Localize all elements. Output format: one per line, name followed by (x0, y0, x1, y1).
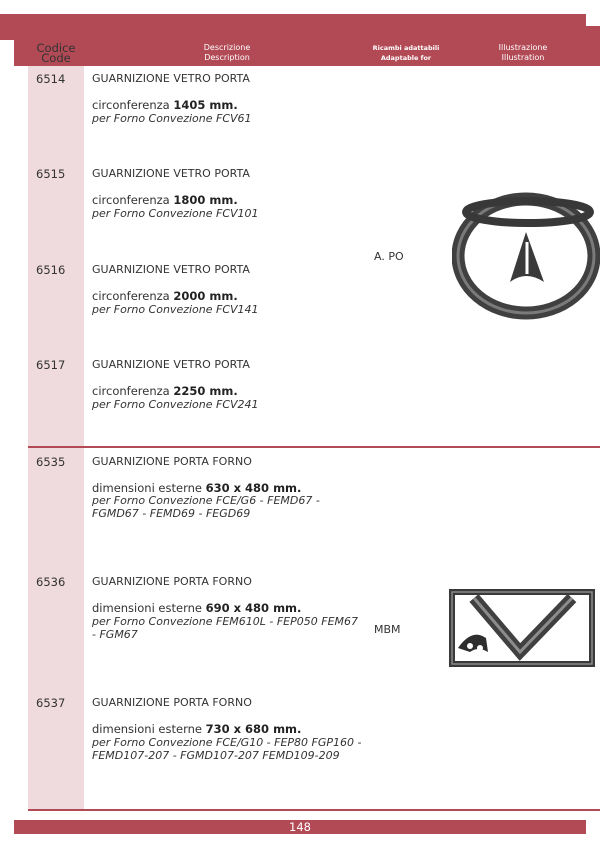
header-illustration-label: Illustrazione (498, 43, 548, 52)
item-models: per Forno Convezione FCE/G10 - FEP80 FGP160 - FEMD107-207 - FGMD107-207 FEMD109-209 (92, 736, 362, 762)
item-code: 6516 (36, 263, 66, 277)
rectangular-door-gasket-image (448, 588, 596, 668)
header-description-label: Descrizione (203, 43, 251, 52)
item-code: 6535 (36, 455, 66, 469)
header-code (28, 43, 84, 63)
adaptable-brand: MBM (374, 623, 401, 636)
item-models: per Forno Convezione FCE/G6 - FEMD67 - FGMD67 - FEMD69 - FEGD69 (92, 494, 320, 520)
item-size: circonferenza 2250 mm. (92, 384, 238, 398)
top-banner (0, 14, 586, 40)
header-code-label-en: Code (41, 51, 71, 65)
item-title: GUARNIZIONE VETRO PORTA (92, 358, 250, 371)
item-models: per Forno Convezione FCV241 (92, 398, 259, 411)
adaptable-brand: A. PO (374, 250, 404, 263)
header-description-label-en: Description (204, 53, 250, 62)
round-door-gasket-image (452, 190, 600, 320)
group-divider (28, 446, 600, 448)
page-number: 148 (289, 820, 311, 834)
item-code: 6514 (36, 72, 66, 86)
item-size: circonferenza 2000 mm. (92, 289, 238, 303)
item-code: 6536 (36, 575, 66, 589)
header-description (148, 43, 306, 63)
item-size: dimensioni esterne 730 x 680 mm. (92, 722, 302, 736)
gasket-fold (474, 598, 572, 652)
footer-bar (14, 820, 586, 834)
top-banner-step (574, 26, 600, 40)
header-adaptable-label: Ricambi adattabili (372, 44, 440, 52)
item-title: GUARNIZIONE PORTA FORNO (92, 455, 252, 468)
header-illustration (476, 43, 570, 63)
item-models: per Forno Convezione FCV61 (92, 112, 252, 125)
item-models: per Forno Convezione FCV101 (92, 207, 259, 220)
item-title: GUARNIZIONE VETRO PORTA (92, 263, 250, 276)
table-header (14, 40, 600, 66)
item-models: per Forno Convezione FCV141 (92, 303, 259, 316)
gasket-profile-section (458, 635, 488, 652)
header-adaptable-label-en: Adaptable for (380, 54, 432, 62)
item-title: GUARNIZIONE VETRO PORTA (92, 167, 250, 180)
item-size: circonferenza 1800 mm. (92, 193, 238, 207)
bottom-divider (28, 809, 600, 811)
item-models: per Forno Convezione FEM610L - FEP050 FEM67 - FGM67 (92, 615, 359, 641)
item-title: GUARNIZIONE PORTA FORNO (92, 575, 252, 588)
item-code: 6517 (36, 358, 66, 372)
item-code: 6537 (36, 696, 66, 710)
item-code: 6515 (36, 167, 66, 181)
item-title: GUARNIZIONE PORTA FORNO (92, 696, 252, 709)
header-code-label: Codice (36, 41, 76, 55)
item-size: circonferenza 1405 mm. (92, 98, 238, 112)
gasket-profile-hole (477, 645, 483, 651)
gasket-profile-hole (467, 643, 473, 649)
header-illustration-label-en: Illustration (501, 53, 545, 62)
item-size: dimensioni esterne 630 x 480 mm. (92, 481, 302, 495)
item-size: dimensioni esterne 690 x 480 mm. (92, 601, 302, 615)
item-title: GUARNIZIONE VETRO PORTA (92, 72, 250, 85)
header-adaptable (358, 43, 454, 63)
